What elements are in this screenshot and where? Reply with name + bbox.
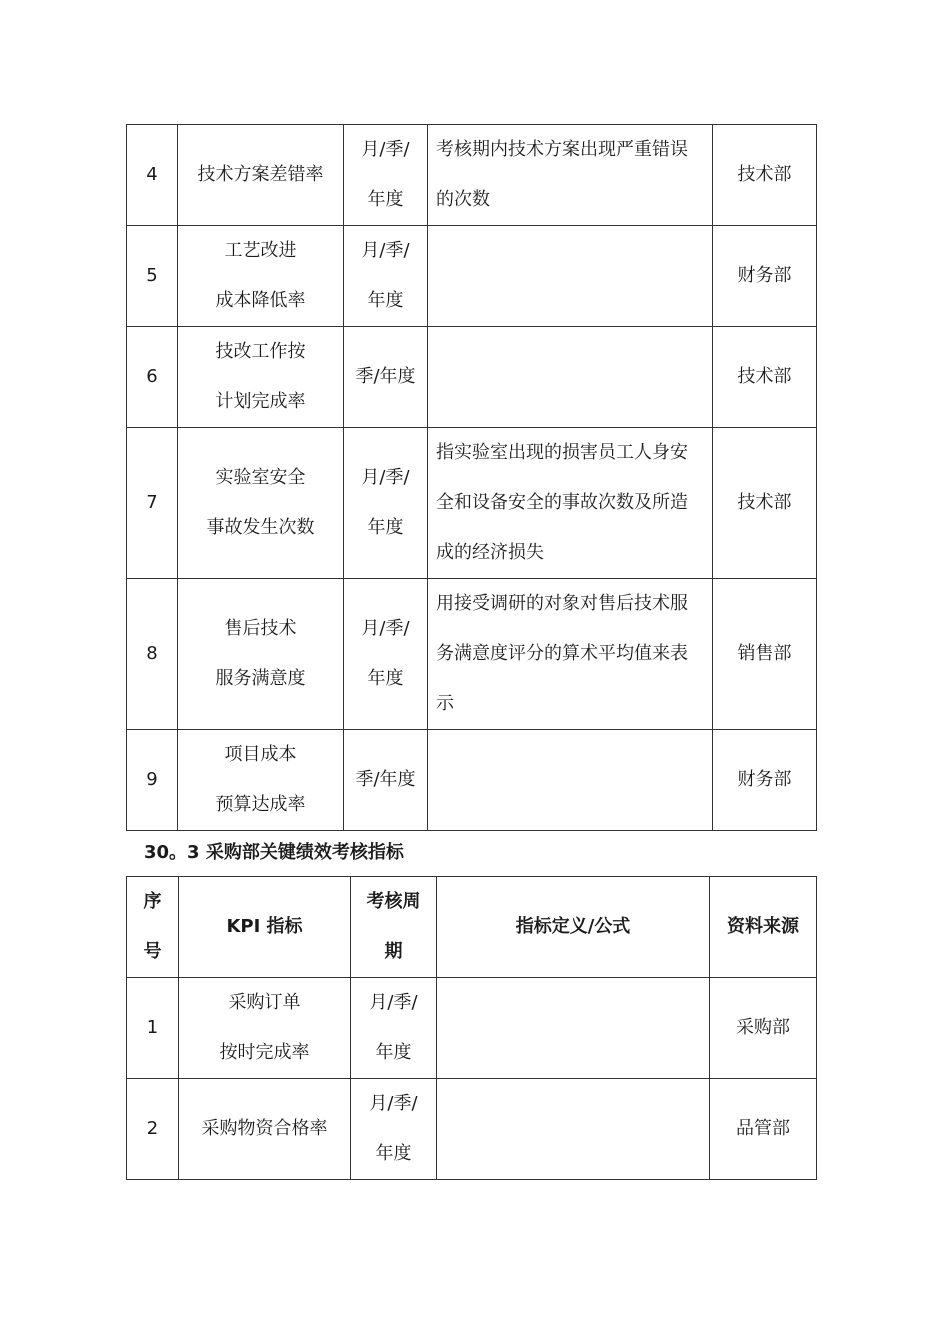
- kpi-definition: [428, 730, 713, 831]
- assessment-period: 季/年度: [344, 327, 428, 428]
- table-row: [127, 125, 817, 226]
- header-definition: 指标定义/公式: [437, 877, 710, 978]
- table-row: [127, 579, 817, 730]
- header-source: 资料来源: [710, 877, 817, 978]
- table-row: [127, 226, 817, 327]
- assessment-period: 月/季/ 年度: [351, 1079, 437, 1180]
- table-row: [127, 428, 817, 579]
- kpi-name: 采购物资合格率: [179, 1079, 351, 1180]
- table-header-row: [127, 877, 817, 978]
- kpi-name: 采购订单 按时完成率: [179, 978, 351, 1079]
- row-number: 5: [127, 226, 178, 327]
- kpi-name: 项目成本 预算达成率: [178, 730, 344, 831]
- data-source: 销售部: [713, 579, 817, 730]
- kpi-name: 售后技术 服务满意度: [178, 579, 344, 730]
- kpi-definition: [428, 327, 713, 428]
- kpi-name: 工艺改进 成本降低率: [178, 226, 344, 327]
- assessment-period: 季/年度: [344, 730, 428, 831]
- header-period: 考核周 期: [351, 877, 437, 978]
- data-source: 品管部: [710, 1079, 817, 1180]
- data-source: 财务部: [713, 226, 817, 327]
- data-source: 技术部: [713, 125, 817, 226]
- row-number: 7: [127, 428, 178, 579]
- section-title: 30。3 采购部关键绩效考核指标: [144, 842, 404, 863]
- kpi-name: 实验室安全 事故发生次数: [178, 428, 344, 579]
- technical-kpi-table: [126, 124, 817, 831]
- data-source: 技术部: [713, 428, 817, 579]
- row-number: 6: [127, 327, 178, 428]
- data-source: 采购部: [710, 978, 817, 1079]
- kpi-name: 技改工作按 计划完成率: [178, 327, 344, 428]
- row-number: 4: [127, 125, 178, 226]
- kpi-name: 技术方案差错率: [178, 125, 344, 226]
- row-number: 8: [127, 579, 178, 730]
- assessment-period: 月/季/ 年度: [344, 428, 428, 579]
- assessment-period: 月/季/ 年度: [351, 978, 437, 1079]
- header-kpi: KPI 指标: [179, 877, 351, 978]
- header-no: 序 号: [127, 877, 179, 978]
- data-source: 技术部: [713, 327, 817, 428]
- kpi-definition: 用接受调研的对象对售后技术服 务满意度评分的算术平均值来表 示: [428, 579, 713, 730]
- procurement-kpi-table: [126, 876, 817, 1180]
- kpi-definition: 指实验室出现的损害员工人身安 全和设备安全的事故次数及所造 成的经济损失: [428, 428, 713, 579]
- row-number: 9: [127, 730, 178, 831]
- assessment-period: 月/季/ 年度: [344, 125, 428, 226]
- row-number: 1: [127, 978, 179, 1079]
- kpi-definition: [428, 226, 713, 327]
- kpi-definition: 考核期内技术方案出现严重错误 的次数: [428, 125, 713, 226]
- table-row: [127, 1079, 817, 1180]
- data-source: 财务部: [713, 730, 817, 831]
- row-number: 2: [127, 1079, 179, 1180]
- table-row: [127, 730, 817, 831]
- table-row: [127, 978, 817, 1079]
- kpi-definition: [437, 1079, 710, 1180]
- assessment-period: 月/季/ 年度: [344, 226, 428, 327]
- assessment-period: 月/季/ 年度: [344, 579, 428, 730]
- kpi-definition: [437, 978, 710, 1079]
- table-row: [127, 327, 817, 428]
